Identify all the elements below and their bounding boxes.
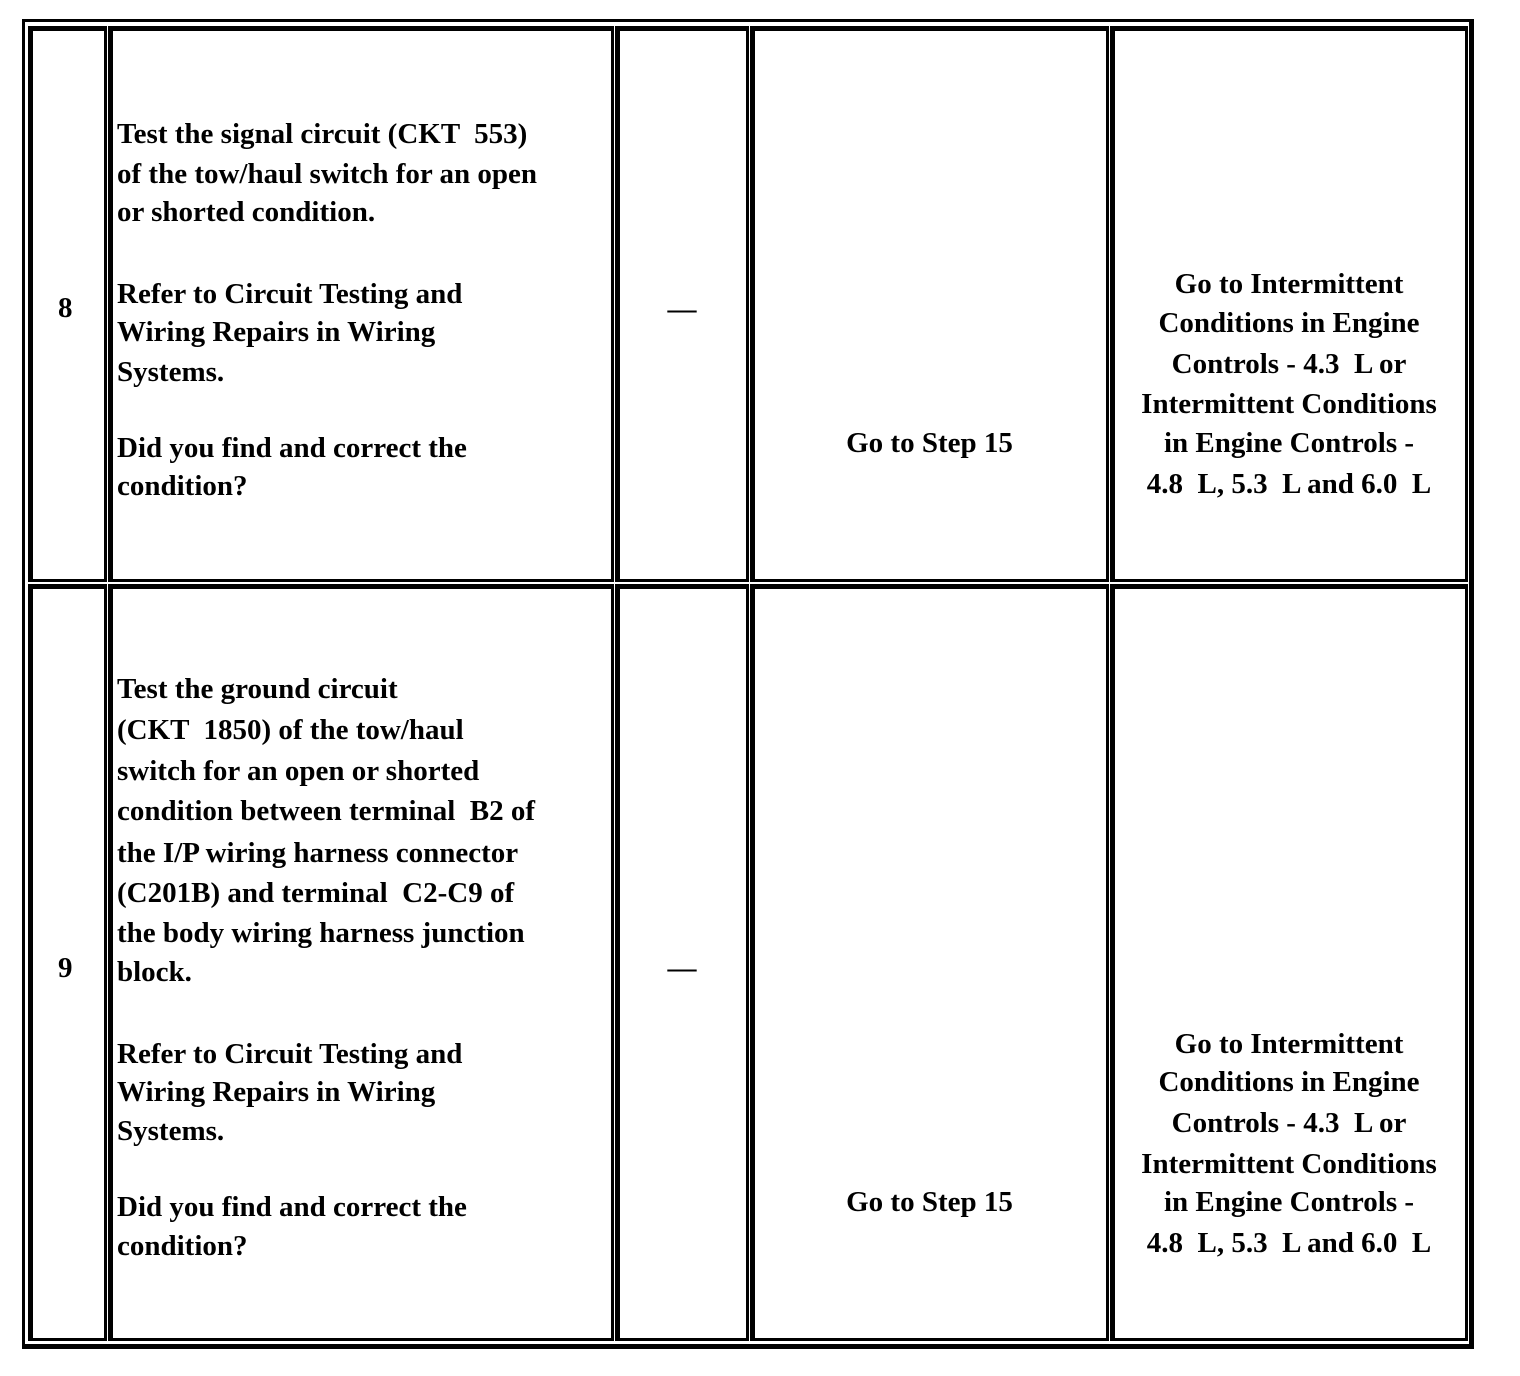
no-action-line: 4.8 L, 5.3 L and 6.0 L bbox=[1146, 468, 1432, 500]
refer-text-line: Wiring Repairs in Wiring bbox=[117, 316, 436, 348]
yes-cell bbox=[750, 584, 1109, 1341]
question-text-line: Did you find and correct the bbox=[117, 432, 467, 464]
no-action-line: Intermittent Conditions bbox=[1141, 388, 1437, 420]
no-action-line: in Engine Controls - bbox=[1163, 1186, 1415, 1218]
yes-action: Go to Step 15 bbox=[846, 1186, 1013, 1218]
value-dash: — bbox=[667, 952, 697, 984]
action-text-line: (C201B) and terminal C2-C9 of bbox=[117, 877, 515, 909]
no-action-line: Conditions in Engine bbox=[1158, 1066, 1420, 1098]
refer-text-line: Refer to Circuit Testing and bbox=[117, 278, 463, 310]
action-text-line: condition between terminal B2 of bbox=[117, 795, 536, 827]
refer-text-line: Wiring Repairs in Wiring bbox=[117, 1076, 436, 1108]
action-text-line: (CKT 1850) of the tow/haul bbox=[117, 714, 464, 746]
question-text-line: Did you find and correct the bbox=[117, 1191, 467, 1223]
refer-text-line: Refer to Circuit Testing and bbox=[117, 1038, 463, 1070]
question-text-line: condition? bbox=[117, 470, 248, 502]
no-action-line: Conditions in Engine bbox=[1158, 307, 1420, 339]
no-action-line: 4.8 L, 5.3 L and 6.0 L bbox=[1146, 1227, 1432, 1259]
step-number: 8 bbox=[58, 292, 73, 324]
action-text-line: the body wiring harness junction bbox=[117, 917, 525, 949]
no-action-line: Controls - 4.3 L or bbox=[1171, 348, 1407, 380]
action-text-line: of the tow/haul switch for an open bbox=[117, 158, 537, 190]
action-text-line: switch for an open or shorted bbox=[117, 755, 480, 787]
action-text-line: Test the ground circuit bbox=[117, 673, 398, 705]
no-action-line: Go to Intermittent bbox=[1174, 268, 1404, 300]
action-text-line: the I/P wiring harness connector bbox=[117, 837, 519, 869]
no-action-line: Go to Intermittent bbox=[1174, 1028, 1404, 1060]
value-dash: — bbox=[667, 293, 697, 325]
step-number: 9 bbox=[58, 952, 73, 984]
action-text-line: Test the signal circuit (CKT 553) bbox=[117, 118, 528, 150]
no-action-line: Intermittent Conditions bbox=[1141, 1148, 1437, 1180]
action-text-line: block. bbox=[117, 956, 192, 988]
yes-action: Go to Step 15 bbox=[846, 427, 1013, 459]
yes-cell bbox=[750, 26, 1109, 582]
no-action-line: in Engine Controls - bbox=[1163, 427, 1415, 459]
question-text-line: condition? bbox=[117, 1230, 248, 1262]
no-action-line: Controls - 4.3 L or bbox=[1171, 1107, 1407, 1139]
refer-text-line: Systems. bbox=[117, 356, 225, 388]
refer-text-line: Systems. bbox=[117, 1115, 225, 1147]
action-text-line: or shorted condition. bbox=[117, 196, 376, 228]
